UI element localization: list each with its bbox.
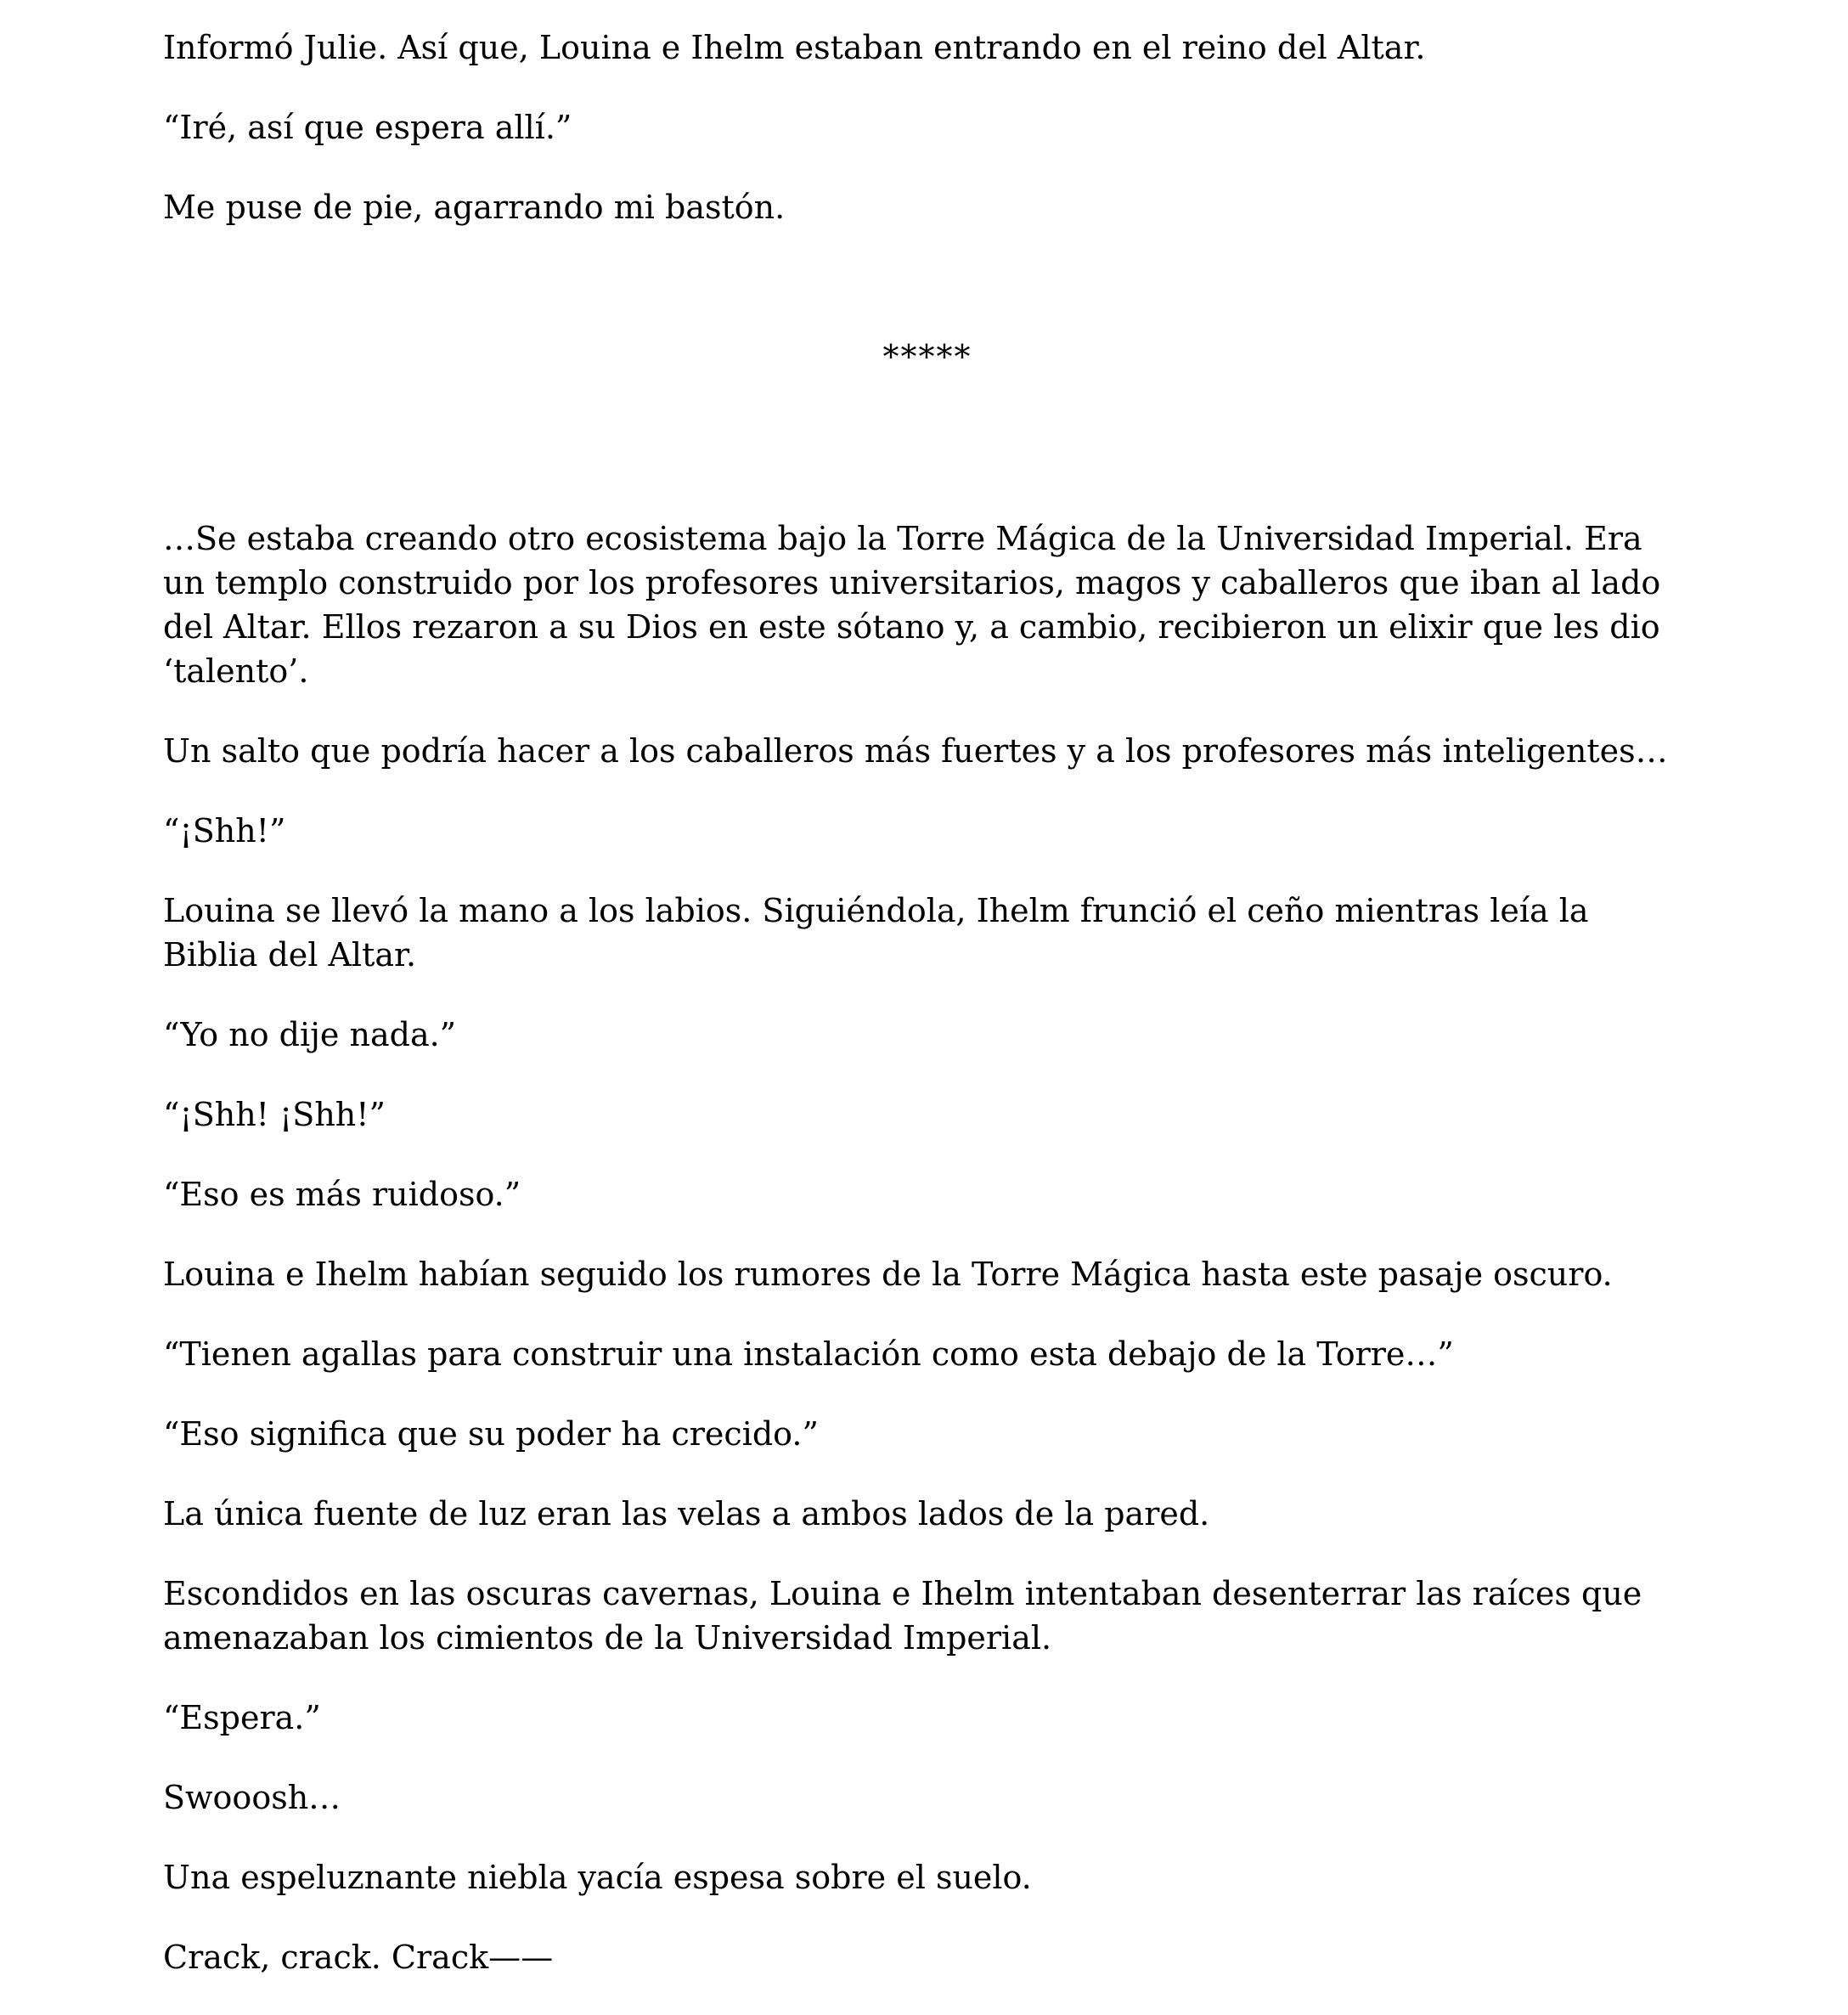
- paragraph: Louina se llevó la mano a los labios. Siguiéndola, Ihelm frunció el ceño mientras leía la Biblia del Altar.: [163, 892, 1589, 974]
- paragraph: Louina e Ihelm habían seguido los rumores de la Torre Mágica hasta este pasaje oscuro.: [163, 1256, 1613, 1293]
- paragraph: “Yo no dije nada.”: [163, 1016, 457, 1053]
- paragraph: “Iré, así que espera allí.”: [163, 109, 572, 146]
- paragraph: Me puse de pie, agarrando mi bastón.: [163, 189, 786, 226]
- paragraph: “¡Shh!”: [163, 812, 286, 849]
- paragraph: Informó Julie. Así que, Louina e Ihelm estaban entrando en el reino del Altar.: [163, 29, 1426, 66]
- paragraph: “¡Shh! ¡Shh!”: [163, 1096, 386, 1133]
- paragraph: Escondidos en las oscuras cavernas, Louina e Ihelm intentaban desenterrar las raíces que amenazaban los cimientos de la Universidad Imperial.: [163, 1575, 1642, 1657]
- paragraph: Swooosh…: [163, 1779, 341, 1816]
- document-page: [163, 25, 1692, 2015]
- paragraph: “Eso significa que su poder ha crecido.”: [163, 1415, 819, 1453]
- paragraph: “Tienen agallas para construir una instalación como esta debajo de la Torre…”: [163, 1335, 1454, 1373]
- paragraph: Una espeluznante niebla yacía espesa sobre el suelo.: [163, 1859, 1032, 1896]
- scene-separator: *****: [882, 338, 972, 375]
- paragraph: …Se estaba creando otro ecosistema bajo la Torre Mágica de la Universidad Imperial. Era un templo construido por los profesores universitarios, magos y caballeros que iban al lado del Altar. Ellos rezaron a su Dios en este sótano y, a cambio, recibieron un elixir que les dio ‘talento’.: [163, 520, 1661, 690]
- paragraph: La única fuente de luz eran las velas a ambos lados de la pared.: [163, 1495, 1210, 1532]
- paragraph: “Eso es más ruidoso.”: [163, 1176, 521, 1213]
- paragraph: Crack, crack. Crack——: [163, 1939, 554, 1976]
- paragraph: Un salto que podría hacer a los caballeros más fuertes y a los profesores más inteligentes…: [163, 732, 1668, 770]
- paragraph: “Espera.”: [163, 1699, 321, 1736]
